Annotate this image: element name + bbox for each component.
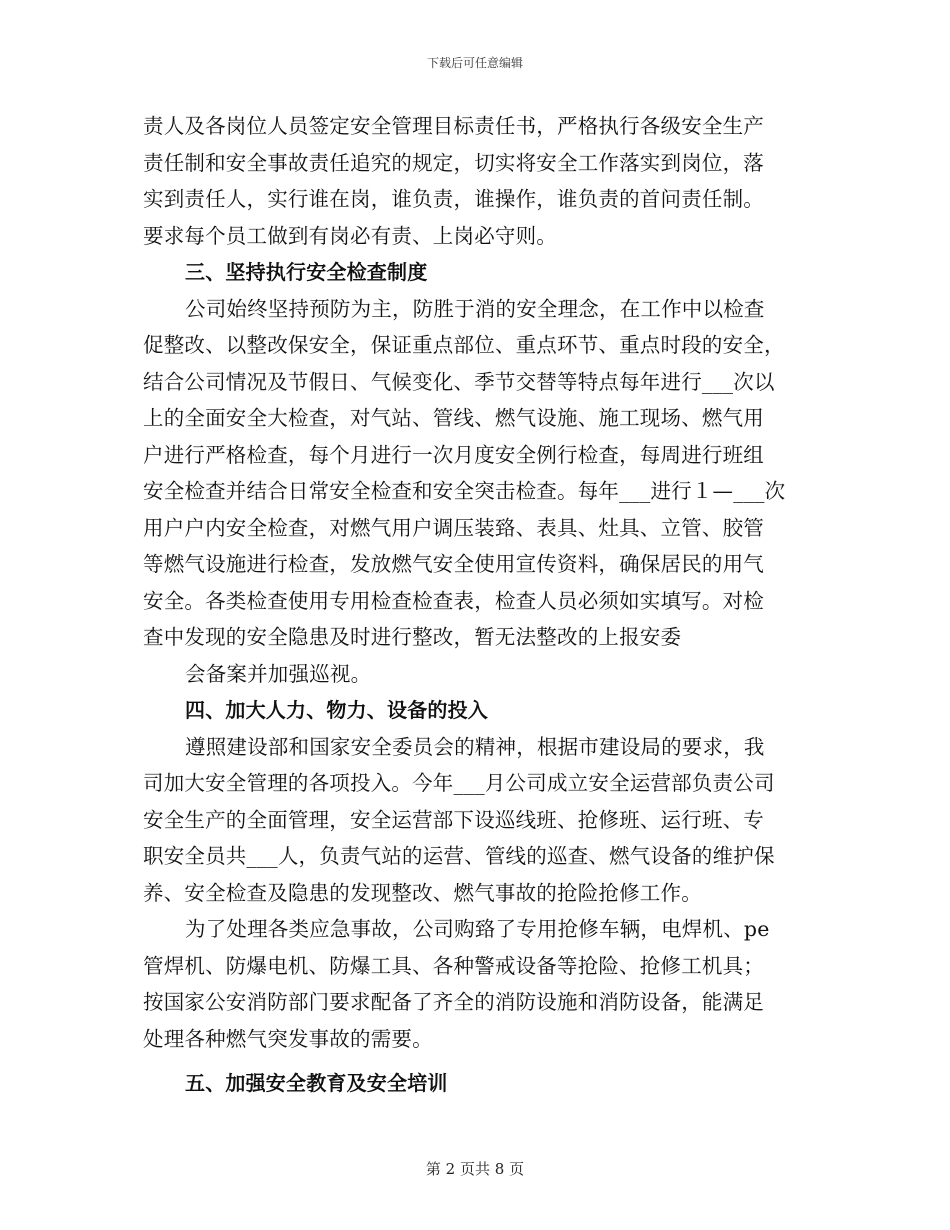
paragraph-line: 实到责任人，实行谁在岗，谁负责，谁操作，谁负责的首问责任制。 [143,187,764,211]
paragraph-line: 安全。各类检查使用专用检查检查表，检查人员必须如实填写。对检 [143,588,764,613]
paragraph-line: 会备案并加强巡视。 [185,661,372,686]
paragraph-line: 管焊机、防爆电机、防爆工具、各种警戒设备等抢险、抢修工机具； [143,953,764,978]
page-number: 第 2 页共 8 页 [425,1160,525,1178]
paragraph-line: 职安全员共___人，负责气站的运营、管线的巡查、燃气设备的维护保 [143,844,775,868]
section-heading: 五、加强安全教育及安全培训 [185,1071,448,1095]
paragraph-line: 安全检查并结合日常安全检查和安全突击检查。每年___进行１—___次 [143,479,786,503]
paragraph-line: 公司始终坚持预防为主，防胜于消的安全理念，在工作中以检查 [185,296,765,321]
paragraph-line: 用户户内安全检查，对燃气用户调压装臵、表具、灶具、立管、胶管 [143,515,764,540]
paragraph-line: 按国家公安消防部门要求配备了齐全的消防设施和消防设备，能满足 [143,990,764,1014]
paragraph-line: 户进行严格检查，每个月进行一次月度安全例行检查，每周进行班组 [143,442,764,467]
paragraph-line: 上的全面安全大检查，对气站、管线、燃气设施、施工现场、燃气用 [143,406,764,430]
paragraph-line: 促整改、以整改保安全，保证重点部位、重点环节、重点时段的安全， [143,333,785,357]
paragraph-line: 等燃气设施进行检查，发放燃气安全使用宣传资料，确保居民的用气 [143,552,764,576]
document-body [143,108,809,1102]
paragraph-line: 查中发现的安全隐患及时进行整改，暂无法整改的上报安委 [143,625,682,649]
paragraph-line: 遵照建设部和国家安全委员会的精神，根据市建设局的要求，我 [185,734,765,759]
paragraph-line: 为了处理各类应急事故，公司购臵了专用抢修车辆，电焊机、pe [185,917,770,941]
paragraph-line: 责任制和安全事故责任追究的规定，切实将安全工作落实到岗位，落 [143,150,764,175]
paragraph-line: 要求每个员工做到有岗必有责、上岗必守则。 [143,223,557,248]
paragraph-line: 处理各种燃气突发事故的需要。 [143,1026,433,1051]
paragraph-line: 责人及各岗位人员签定安全管理目标责任书，严格执行各级安全生产 [143,114,764,138]
paragraph-line: 司加大安全管理的各项投入。今年___月公司成立安全运营部负责公司 [143,771,775,795]
paragraph-line: 安全生产的全面管理，安全运营部下设巡线班、抢修班、运行班、专 [143,807,764,832]
page-header: 下载后可任意编辑 [426,56,523,70]
paragraph-line: 结合公司情况及节假日、气候变化、季节交替等特点每年进行___次以 [143,369,775,394]
section-heading: 四、加大人力、物力、设备的投入 [185,698,488,722]
section-heading: 三、坚持执行安全检查制度 [185,260,428,284]
paragraph-line: 养、安全检查及隐患的发现整改、燃气事故的抢险抢修工作。 [143,880,702,905]
